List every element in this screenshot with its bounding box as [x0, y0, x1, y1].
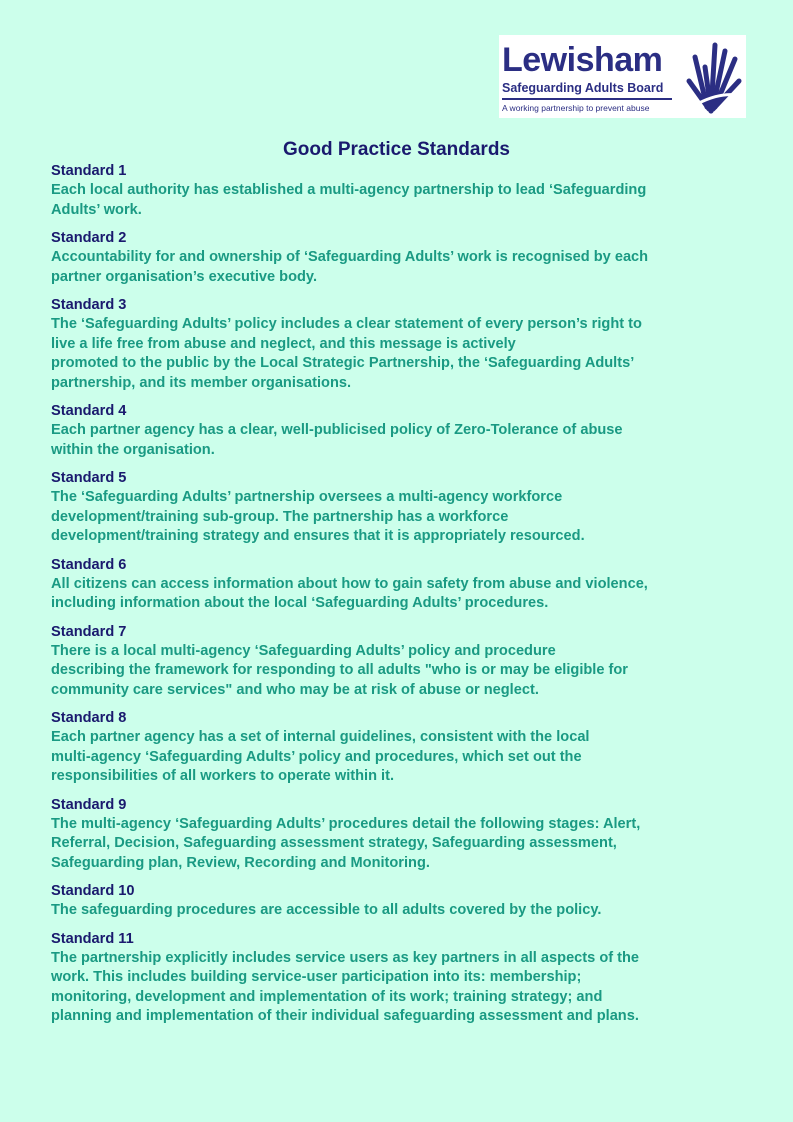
standard-title: Standard 2	[51, 230, 127, 246]
standard-text: The safeguarding procedures are accessible to all adults covered by the policy.	[51, 902, 602, 918]
standard-text: The multi-agency ‘Safeguarding Adults’ procedures detail the following stages: Alert, Referral, Decision, Safeguarding assessment strategy, Safeguarding assessment, Safeguarding plan, Review, Recording and Monitoring.	[51, 815, 641, 871]
standard-item	[51, 930, 751, 1027]
standard-text: The partnership explicitly includes service users as key partners in all aspects of the work. This includes building service-user participation into its: membership; monitoring, development and implementation of its work; training strategy; and planning and implementation of their individual safeguarding assessment and plans.	[51, 949, 640, 1024]
standard-title: Standard 5	[51, 470, 127, 486]
standard-title: Standard 11	[51, 930, 134, 947]
standard-text: Each local authority has established a multi-agency partnership to lead ‘Safeguarding Adults’ work.	[51, 182, 647, 218]
standard-title: Standard 7	[51, 623, 127, 640]
standard-text: Each partner agency has a set of internal guidelines, consistent with the local multi-agency ‘Safeguarding Adults’ policy and procedures, which set out the responsibilities of all workers to operate within it.	[51, 729, 590, 784]
standard-title: Standard 4	[51, 403, 127, 419]
logo-subtitle: Safeguarding Adults Board	[502, 81, 664, 95]
standard-text: There is a local multi-agency ‘Safeguarding Adults’ policy and procedure describing the framework for responding to all adults "who is or may be eligible for community care services" and who may be at risk of abuse or neglect.	[51, 642, 628, 698]
standard-item	[51, 229, 751, 287]
standard-text: Accountability for and ownership of ‘Safeguarding Adults’ work is recognised by each partner organisation’s executive body.	[51, 249, 649, 285]
standard-title: Standard 6	[51, 556, 127, 573]
standard-item	[51, 402, 751, 460]
standard-item	[51, 296, 751, 393]
logo-name: Lewisham	[502, 41, 663, 79]
standard-title: Standard 9	[51, 796, 127, 813]
standard-item	[51, 162, 751, 220]
page-title: Good Practice Standards	[282, 139, 510, 160]
standard-item	[51, 623, 751, 701]
standard-item	[51, 796, 751, 874]
hands-icon	[681, 37, 743, 117]
standard-text: All citizens can access information about how to gain safety from abuse and violence, including information about the local ‘Safeguarding Adults’ procedures.	[51, 575, 648, 611]
standard-text: The ‘Safeguarding Adults’ policy includes a clear statement of every person’s right to live a life free from abuse and neglect, and this message is actively promoted to the public by the Local Strategic Partnership, the ‘Safeguarding Adults’ partnership, and its member organisations.	[51, 316, 642, 391]
logo-tagline: A working partnership to prevent abuse	[502, 103, 650, 113]
standard-item	[51, 882, 751, 921]
standard-title: Standard 8	[51, 710, 127, 726]
standard-text: Each partner agency has a clear, well-publicised policy of Zero-Tolerance of abuse within the organisation.	[51, 422, 623, 458]
standard-title: Standard 10	[51, 883, 135, 899]
logo-divider	[502, 98, 672, 100]
lewisham-logo	[499, 35, 746, 118]
standard-title: Standard 3	[51, 297, 127, 313]
standard-text: The ‘Safeguarding Adults’ partnership oversees a multi-agency workforce development/training sub-group. The partnership has a workforce development/training strategy and ensures that it is appropriately resourced.	[51, 489, 585, 544]
standard-item	[51, 709, 751, 787]
standard-title: Standard 1	[51, 163, 127, 179]
standards-list	[51, 162, 751, 1036]
standard-item	[51, 469, 751, 547]
standard-item	[51, 556, 751, 614]
